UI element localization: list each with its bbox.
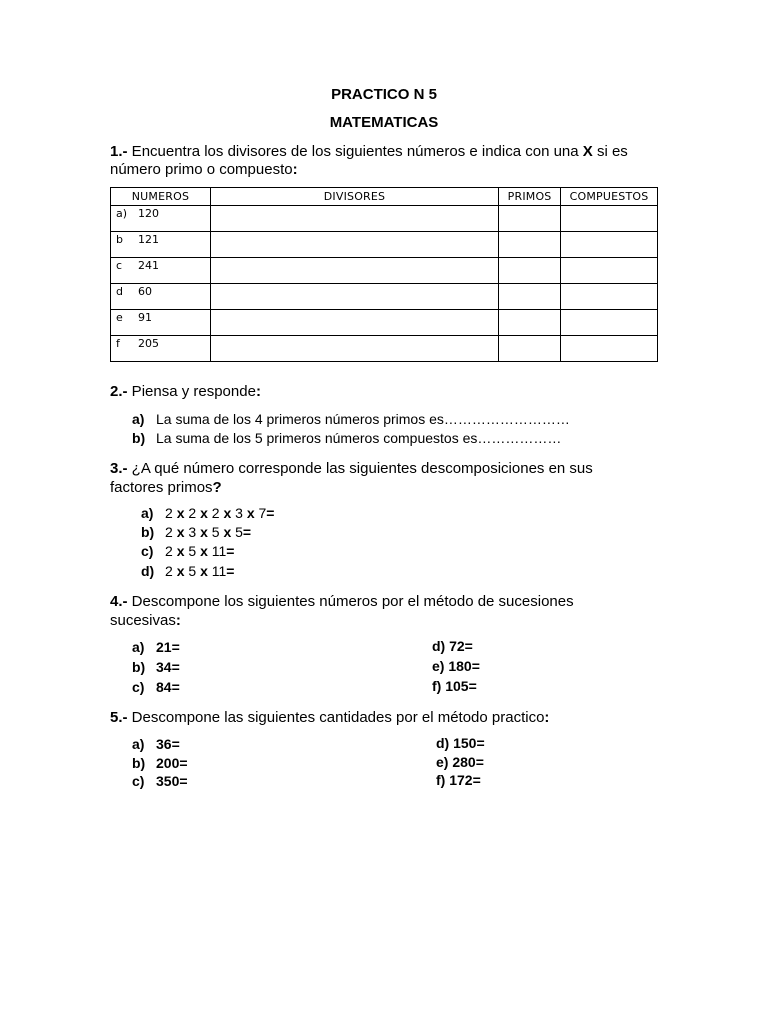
q4-item-d: d) 72=	[432, 638, 473, 654]
divisores-cell[interactable]	[210, 258, 498, 284]
primos-cell[interactable]	[499, 232, 561, 258]
q4-item-b: b) 34=	[132, 659, 180, 675]
table-row	[111, 232, 658, 258]
q1-number: 1.-	[110, 143, 128, 160]
q5-prompt: 5.- Descompone las siguientes cantidades por el método practico:	[110, 709, 550, 726]
page-title: PRACTICO N 5	[331, 86, 437, 103]
q1-prompt-line2: número primo o compuesto:	[110, 161, 298, 178]
q3-item-a: a) 2 x 2 x 2 x 3 x 7=	[141, 505, 275, 521]
q3-item-b: b) 2 x 3 x 5 x 5=	[141, 524, 252, 540]
table-row	[111, 284, 658, 310]
primos-cell[interactable]	[499, 284, 561, 310]
q4-item-a: a) 21=	[132, 639, 180, 655]
table-header-row	[111, 188, 658, 206]
q2-number: 2.-	[110, 383, 128, 400]
q4-item-e: e) 180=	[432, 658, 480, 674]
table-row	[111, 258, 658, 284]
q5-item-d: d) 150=	[436, 735, 485, 751]
divisores-cell[interactable]	[210, 284, 498, 310]
divisores-cell[interactable]	[210, 232, 498, 258]
subject-title: MATEMATICAS	[329, 114, 439, 131]
q5-item-e: e) 280=	[436, 754, 484, 770]
primos-cell[interactable]	[499, 310, 561, 336]
q5-item-b: b) 200=	[132, 755, 188, 771]
q4-item-f: f) 105=	[432, 678, 477, 694]
compuestos-cell[interactable]	[561, 206, 658, 232]
q4-number: 4.-	[110, 593, 128, 610]
q2-prompt: 2.- Piensa y responde:	[110, 383, 261, 400]
header-primos: PRIMOS	[499, 188, 561, 206]
number-cell: a) 120	[111, 206, 211, 232]
q1-prompt-line1: 1.- Encuentra los divisores de los siguientes números e indica con una X si es	[110, 143, 628, 160]
primos-cell[interactable]	[499, 206, 561, 232]
q3-prompt-line1: 3.- ¿A qué número corresponde las siguientes descomposiciones en sus	[110, 460, 593, 477]
q2-item-a: a) La suma de los 4 primeros números primos es………………………	[132, 411, 570, 427]
compuestos-cell[interactable]	[561, 284, 658, 310]
q5-item-a: a) 36=	[132, 736, 180, 752]
compuestos-cell[interactable]	[561, 310, 658, 336]
number-cell: c 241	[111, 258, 211, 284]
q5-item-c: c) 350=	[132, 773, 188, 789]
q1-mark: X	[582, 143, 593, 160]
divisores-cell[interactable]	[210, 206, 498, 232]
compuestos-cell[interactable]	[561, 232, 658, 258]
primos-cell[interactable]	[499, 336, 561, 362]
q5-number: 5.-	[110, 709, 128, 726]
table-row	[111, 206, 658, 232]
table-row	[111, 310, 658, 336]
number-cell: b 121	[111, 232, 211, 258]
header-compuestos: COMPUESTOS	[561, 188, 658, 206]
q3-number: 3.-	[110, 460, 128, 477]
q4-prompt-line2: sucesivas:	[110, 612, 181, 629]
table-row	[111, 336, 658, 362]
compuestos-cell[interactable]	[561, 258, 658, 284]
q2-item-b: b) La suma de los 5 primeros números compuestos es………………	[132, 430, 562, 446]
q3-prompt-line2: factores primos?	[110, 479, 222, 496]
header-divisores: DIVISORES	[210, 188, 498, 206]
q3-item-c: c) 2 x 5 x 11=	[141, 543, 235, 559]
number-cell: f 205	[111, 336, 211, 362]
header-numeros: NUMEROS	[111, 188, 211, 206]
number-cell: d 60	[111, 284, 211, 310]
divisores-cell[interactable]	[210, 310, 498, 336]
primos-cell[interactable]	[499, 258, 561, 284]
q3-item-d: d) 2 x 5 x 11=	[141, 563, 235, 579]
number-cell: e 91	[111, 310, 211, 336]
q4-item-c: c) 84=	[132, 679, 180, 695]
divisores-cell[interactable]	[210, 336, 498, 362]
q4-prompt-line1: 4.- Descompone los siguientes números por el método de sucesiones	[110, 593, 574, 610]
q5-item-f: f) 172=	[436, 772, 481, 788]
divisors-table	[110, 187, 658, 362]
compuestos-cell[interactable]	[561, 336, 658, 362]
